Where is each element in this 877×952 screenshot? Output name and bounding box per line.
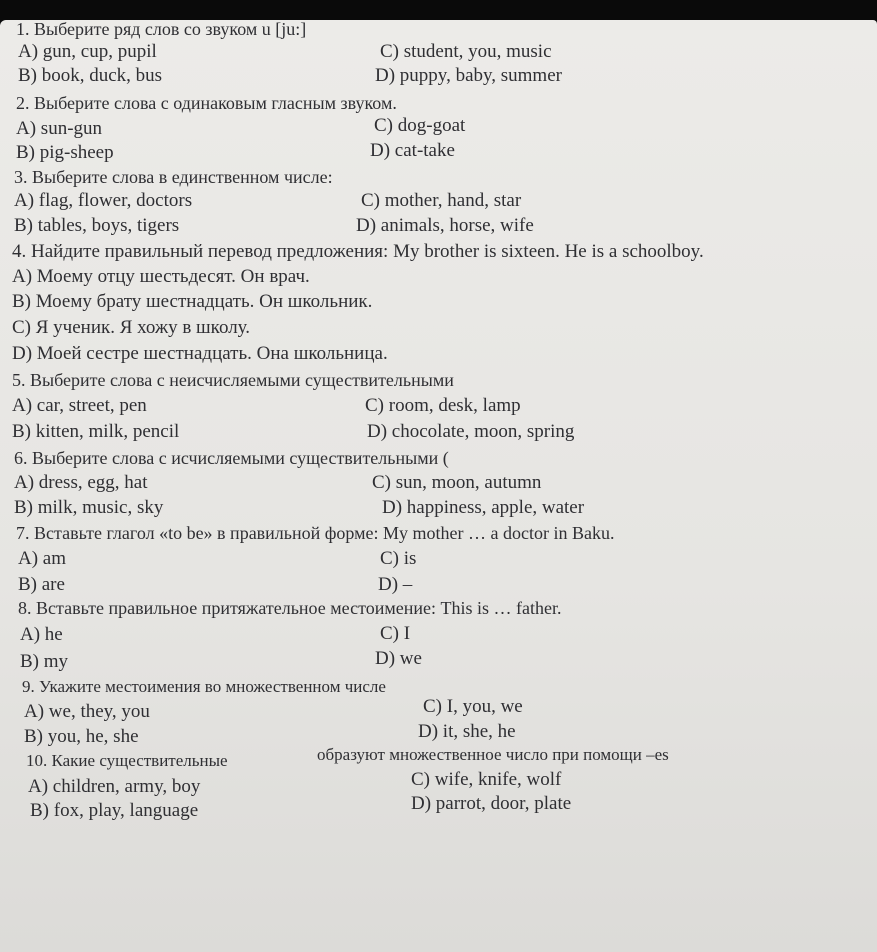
question-8: 8. Вставьте правильное притяжательное местоимение: This is … father. (18, 598, 562, 618)
q8-option-b: B) my (20, 651, 69, 672)
question-10: 10. Какие существительные (26, 751, 228, 770)
q7-option-c: C) is (380, 548, 417, 569)
q4-option-c: C) Я ученик. Я хожу в школу. (12, 317, 251, 338)
q4-option-d: D) Моей сестре шестнадцать. Она школьница. (12, 343, 388, 364)
q8-option-c: C) I (380, 623, 411, 644)
q1-option-d: D) puppy, baby, summer (375, 65, 562, 86)
q5-option-d: D) chocolate, moon, spring (367, 421, 575, 442)
q2-option-b: B) pig-sheep (16, 142, 114, 163)
q4-option-a: A) Моему отцу шестьдесят. Он врач. (12, 266, 310, 287)
q5-option-a: A) car, street, pen (12, 395, 147, 416)
q6-option-a: A) dress, egg, hat (14, 472, 148, 493)
q7-option-d: D) – (378, 574, 413, 595)
q2-option-c: C) dog-goat (374, 115, 466, 136)
q10-option-b: B) fox, play, language (30, 800, 199, 821)
q1-option-c: C) student, you, music (380, 41, 552, 62)
q3-option-a: A) flag, flower, doctors (14, 190, 193, 211)
test-sheet (0, 20, 877, 952)
q3-option-d: D) animals, horse, wife (356, 215, 534, 236)
q8-option-d: D) we (375, 648, 422, 669)
question-9: 9. Укажите местоимения во множественном числе (22, 677, 386, 696)
q9-option-b: B) you, he, she (24, 726, 139, 747)
q6-option-d: D) happiness, apple, water (382, 497, 585, 518)
question-2: 2. Выберите слова с одинаковым гласным звуком. (16, 93, 397, 113)
question-7: 7. Вставьте глагол «to be» в правильной форме: My mother … a doctor in Baku. (16, 523, 615, 543)
q5-option-c: C) room, desk, lamp (365, 395, 521, 416)
question-6: 6. Выберите слова с исчисляемыми существительными ( (14, 448, 449, 468)
q8-option-a: A) he (20, 624, 63, 645)
q10-option-d: D) parrot, door, plate (411, 793, 572, 814)
q6-option-c: C) sun, moon, autumn (372, 472, 542, 493)
question-10-continued: образуют множественное число при помощи –es (317, 745, 669, 764)
question-5: 5. Выберите слова с неисчисляемыми существительными (12, 370, 454, 390)
question-4: 4. Найдите правильный перевод предложения: My brother is sixteen. He is a schoolboy. (12, 241, 704, 262)
q10-option-a: A) children, army, boy (28, 776, 201, 797)
q2-option-d: D) cat-take (370, 140, 455, 161)
q9-option-a: A) we, they, you (24, 701, 150, 722)
question-1: 1. Выберите ряд слов со звуком u [ju:] (16, 20, 307, 39)
q9-option-d: D) it, she, he (418, 721, 516, 742)
q1-option-b: B) book, duck, bus (18, 65, 163, 86)
q3-option-b: B) tables, boys, tigers (14, 215, 180, 236)
q1-option-a: A) gun, cup, pupil (18, 41, 157, 62)
q9-option-c: C) I, you, we (423, 696, 523, 717)
q7-option-a: A) am (18, 548, 67, 569)
q10-option-c: C) wife, knife, wolf (411, 769, 562, 790)
q3-option-c: C) mother, hand, star (361, 190, 522, 211)
q7-option-b: B) are (18, 574, 65, 595)
question-3: 3. Выберите слова в единственном числе: (14, 167, 333, 187)
q6-option-b: B) milk, music, sky (14, 497, 164, 518)
q2-option-a: A) sun-gun (16, 118, 103, 139)
q5-option-b: B) kitten, milk, pencil (12, 421, 180, 442)
q4-option-b: B) Моему брату шестнадцать. Он школьник. (12, 291, 373, 312)
